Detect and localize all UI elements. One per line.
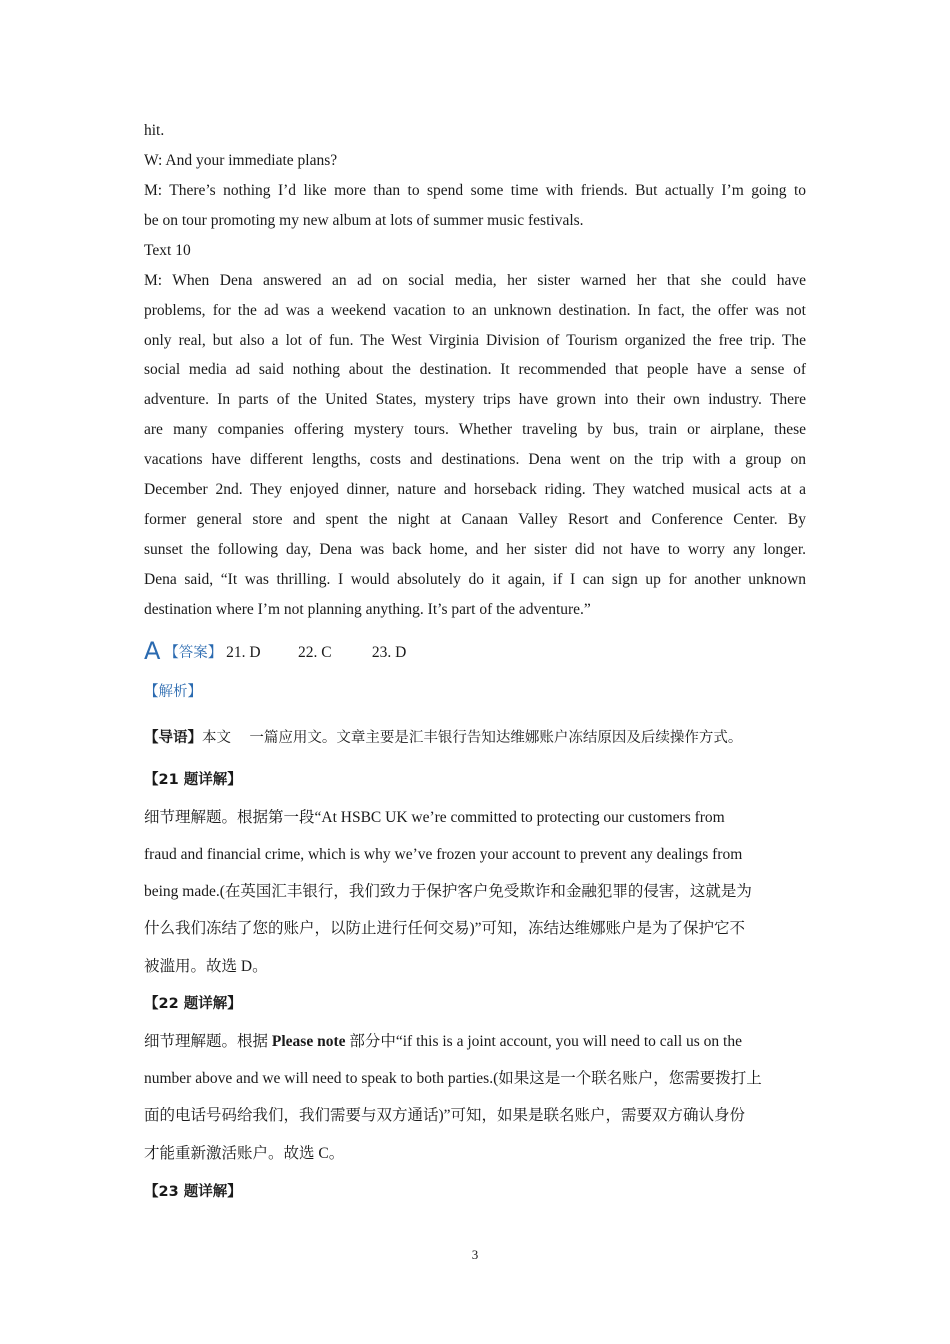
answer-label: 【答案】 xyxy=(164,645,223,661)
passage-line: sunset the following day, Dena was back home, and her sister did not have to worry any longer. xyxy=(144,541,806,558)
q21-line: 什么我们冻结了您的账户，以防止进行任何交易)”可知，冻结达维娜账户是为了保护它不 xyxy=(144,920,746,937)
q23-heading: 【23 题详解】 xyxy=(144,1184,242,1200)
analysis-label: 【解析】 xyxy=(144,684,202,700)
answer-item: 23. D xyxy=(371,644,407,661)
passage-line: destination where I’m not planning anything. It’s part of the adventure.” xyxy=(144,601,591,618)
q21-line: fraud and financial crime, which is why we’ve frozen your account to prevent any dealings from xyxy=(144,846,743,863)
page-number: 3 xyxy=(471,1247,479,1262)
q21-line: 细节理解题。根据第一段“At HSBC UK we’re committed to protecting our customers from xyxy=(144,809,725,826)
passage-line: are many companies offering mystery tours. Whether traveling by bus, train or airplane, these xyxy=(144,421,806,438)
passage-line: only real, but also a lot of fun. The West Virginia Division of Tourism organized the free trip. The xyxy=(144,332,806,349)
q22-line xyxy=(144,1032,742,1052)
q21-line: being made.(在英国汇丰银行，我们致力于保护客户免受欺诈和金融犯罪的侵害，这就是为 xyxy=(144,883,752,900)
q21-heading: 【21 题详解】 xyxy=(144,772,242,788)
passage-line: December 2nd. They enjoyed dinner, nature and horseback riding. They watched musical acts at a xyxy=(144,481,806,498)
intro-label: 【导语】 xyxy=(144,730,202,746)
passage-line: problems, for the ad was a weekend vacation to an unknown destination. In fact, the offer was not xyxy=(144,302,806,319)
answer-item: 21. D xyxy=(226,644,261,661)
passage-line: M: When Dena answered an ad on social media, her sister warned her that she could have xyxy=(144,272,806,289)
passage-line: vacations have different lengths, costs and destinations. Dena went on the trip with a group on xyxy=(144,451,806,468)
q22-heading: 【22 题详解】 xyxy=(144,996,242,1012)
passage-line: adventure. In parts of the United States, mystery trips have grown into their own industry. There xyxy=(144,391,806,408)
q22-line: number above and we will need to speak to both parties.(如果这是一个联名账户，您需要拨打上 xyxy=(144,1070,762,1087)
passage-line: Dena said, “It was thrilling. I would absolutely do it again, if I can sign up for another unknown xyxy=(144,571,806,588)
intro-text: 本文 一篇应用文。文章主要是汇丰银行告知达维娜账户冻结原因及后续操作方式。 xyxy=(202,730,743,746)
passage-line: hit. xyxy=(144,122,165,139)
q21-line: 被滥用。故选 D。 xyxy=(144,958,268,975)
passage-line: W: And your immediate plans? xyxy=(144,152,338,169)
passage-line: former general store and spent the night at Canaan Valley Resort and Conference Center. By xyxy=(144,511,806,528)
section-letter: A xyxy=(144,637,161,665)
intro-line xyxy=(144,728,742,748)
passage-line: be on tour promoting my new album at lots of summer music festivals. xyxy=(144,212,584,229)
passage-line: Text 10 xyxy=(144,242,191,259)
q22-line-prefix: 细节理解题。根据 xyxy=(144,1033,272,1050)
passage-line: social media ad said nothing about the destination. It recommended that people have a sense of xyxy=(144,361,806,378)
answer-item: 22. C xyxy=(298,644,332,661)
passage-line: M: There’s nothing I’d like more than to spend some time with friends. But actually I’m going to xyxy=(144,182,806,199)
q22-line: 才能重新激活账户。故选 C。 xyxy=(144,1145,345,1162)
answer-row xyxy=(144,637,407,665)
q22-line-suffix: 部分中“if this is a joint account, you will need to call us on the xyxy=(345,1033,742,1050)
q22-line: 面的电话号码给我们，我们需要与双方通话)”可知，如果是联名账户，需要双方确认身份 xyxy=(144,1107,746,1124)
q22-please-note: Please note xyxy=(271,1033,346,1050)
